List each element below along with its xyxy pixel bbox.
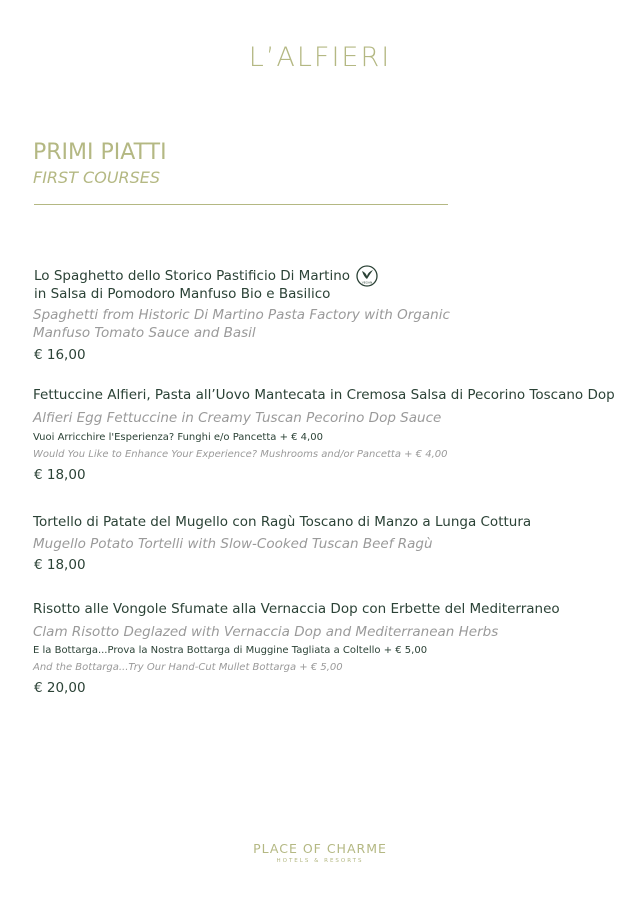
section-subtitle: FIRST COURSES (33, 168, 161, 187)
dish-price: € 20,00 (34, 680, 86, 696)
dish-translation: Manfuso Tomato Sauce and Basil (33, 325, 256, 341)
vegan-badge-text: VEGAN (361, 280, 373, 285)
restaurant-title: L’ALFIERI (248, 42, 392, 73)
dish-price: € 18,00 (34, 467, 86, 483)
footer-brand: PLACE OF CHARME (253, 841, 387, 856)
dish-extra-translation: Would You Like to Enhance Your Experience? Mushrooms and/or Pancetta + € 4,00 (33, 449, 448, 460)
dish-name: Fettuccine Alfieri, Pasta all’Uovo Mantecata in Cremosa Salsa di Pecorino Toscano Dop (33, 387, 615, 403)
dish-name: Tortello di Patate del Mugello con Ragù Toscano di Manzo a Lunga Cottura (33, 514, 532, 530)
dish-price: € 16,00 (34, 347, 86, 363)
dish-translation: Clam Risotto Deglazed with Vernaccia Dop and Mediterranean Herbs (33, 624, 499, 640)
dish-translation: Spaghetti from Historic Di Martino Pasta Factory with Organic (33, 307, 450, 323)
dish-translation: Mugello Potato Tortelli with Slow-Cooked Tuscan Beef Ragù (33, 536, 433, 552)
vegan-icon (356, 265, 378, 287)
dish-extra: Vuoi Arricchire l'Esperienza? Funghi e/o Pancetta + € 4,00 (33, 432, 323, 443)
dish-name: Lo Spaghetto dello Storico Pastificio Di Martino (34, 268, 351, 284)
footer-tagline: HOTELS & RESORTS (276, 858, 364, 864)
section-title: PRIMI PIATTI (33, 140, 167, 165)
divider (34, 204, 448, 205)
dish-translation: Alfieri Egg Fettuccine in Creamy Tuscan Pecorino Dop Sauce (33, 410, 442, 426)
dish-extra: E la Bottarga...Prova la Nostra Bottarga di Muggine Tagliata a Coltello + € 5,00 (33, 645, 428, 656)
dish-price: € 18,00 (34, 557, 86, 573)
dish-name: in Salsa di Pomodoro Manfuso Bio e Basilico (34, 286, 331, 302)
dish-name: Risotto alle Vongole Sfumate alla Vernaccia Dop con Erbette del Mediterraneo (33, 601, 560, 617)
dish-extra-translation: And the Bottarga...Try Our Hand-Cut Mullet Bottarga + € 5,00 (33, 662, 343, 673)
